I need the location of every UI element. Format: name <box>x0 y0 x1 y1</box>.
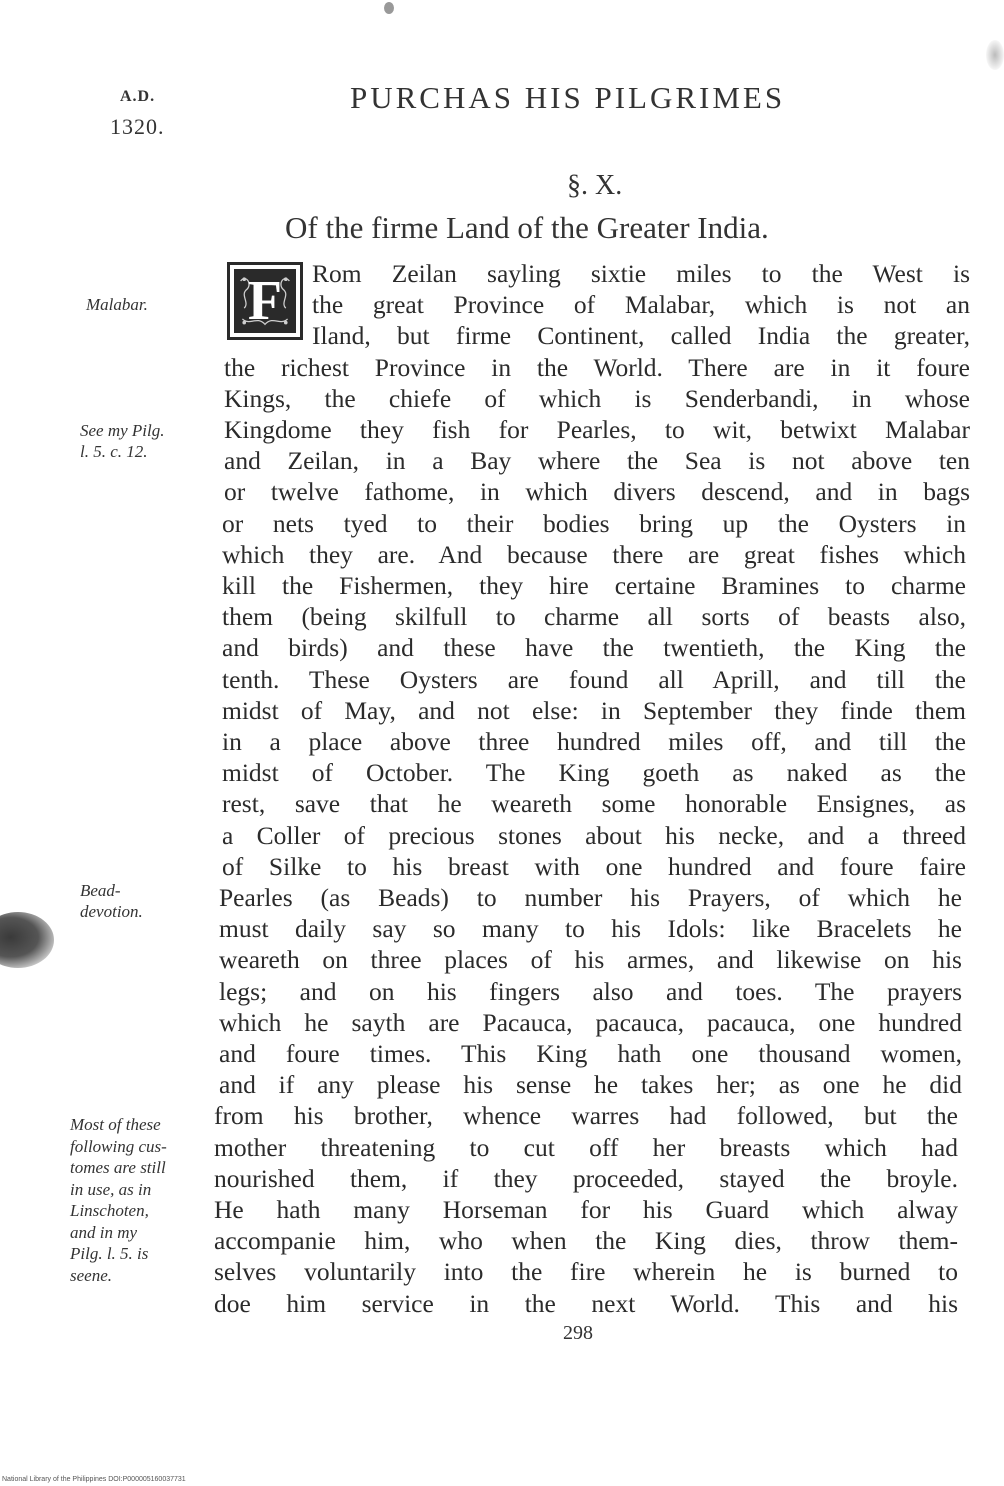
body-line: Pearles (as Beads) to number his Prayers, of which he <box>219 883 962 912</box>
body-line: of Silke to his breast with one hundred and foure faire <box>222 851 966 881</box>
margin-note-line: Linschoten, <box>70 1201 149 1220</box>
drop-cap-panel <box>234 269 296 333</box>
body-line: which he sayth are Pacauca, pacauca, pacauca, one hundred <box>219 1007 962 1037</box>
margin-note-line: Pilg. l. 5. is <box>70 1244 149 1263</box>
margin-note-line: following cus- <box>70 1136 167 1156</box>
margin-note-line: Malabar. <box>86 295 148 314</box>
page-number: 298 <box>563 1322 593 1344</box>
margin-note-pilgrimes-reference <box>80 420 165 462</box>
section-title: Of the firme Land of the Greater India. <box>285 210 769 245</box>
scan-shade <box>986 40 1004 70</box>
body-line: accompanie him, who when the King dies, throw them- <box>214 1226 958 1256</box>
margin-note-line: Most of these <box>70 1115 161 1134</box>
body-line: midst of May, and not else: in September they finde them <box>222 695 966 725</box>
margin-note-line: devotion. <box>80 902 143 921</box>
body-line: them (being skilfull to charme all sorts of beasts also, <box>222 602 966 632</box>
year-value: 1320. <box>110 114 165 139</box>
margin-note-line: See my Pilg. <box>80 421 165 440</box>
body-line: which they are. And because there are great fishes which <box>222 539 966 569</box>
body-line: mother threatening to cut off her breasts which had <box>214 1132 958 1162</box>
drop-cap-letter: F <box>247 270 283 332</box>
body-line: and birds) and these have the twentieth, the King the <box>222 633 966 663</box>
body-line: or nets tyed to their bodies bring up the Oysters in <box>222 508 966 538</box>
body-line: from his brother, whence warres had followed, but the <box>214 1101 958 1131</box>
body-line: selves voluntarily into the fire wherein he is burned to <box>214 1257 958 1287</box>
margin-note-line: Bead- <box>80 881 121 900</box>
body-line: rest, save that he weareth some honorable Ensignes, as <box>222 789 966 819</box>
running-title: PURCHAS HIS PILGRIMES <box>350 80 786 115</box>
margin-note-line: in use, as in <box>70 1179 152 1199</box>
margin-note-malabar <box>86 294 148 315</box>
body-line: tenth. These Oysters are found all Aprill, and till the <box>222 664 966 694</box>
body-line: Iland, but firme Continent, called India the greater, <box>312 321 970 351</box>
body-line: Kings, the chiefe of which is Senderbandi, in whose <box>224 383 970 413</box>
body-line: Kingdome they fish for Pearles, to wit, betwixt Malabar <box>224 415 970 444</box>
margin-note-line: l. 5. c. 12. <box>80 442 148 461</box>
body-line: and foure times. This King hath one thousand women, <box>219 1039 962 1068</box>
scan-speck <box>384 2 394 14</box>
margin-note-line: seene. <box>70 1265 113 1285</box>
body-line: or twelve fathome, in which divers descend, and in bags <box>224 477 970 507</box>
body-line: kill the Fishermen, they hire certaine Bramines to charme <box>222 571 966 600</box>
margin-note-bead-devotion <box>80 880 143 922</box>
body-line: in a place above three hundred miles off, and till the <box>222 727 966 756</box>
body-line: doe him service in the next World. This and his <box>214 1288 958 1318</box>
body-line: legs; and on his fingers also and toes. The prayers <box>219 976 962 1006</box>
body-line: midst of October. The King goeth as naked as the <box>222 758 966 788</box>
body-line: weareth on three places of his armes, and likewise on his <box>219 945 962 975</box>
margin-note-customs <box>70 1114 167 1286</box>
thumb-smudge <box>0 912 54 968</box>
body-line: the richest Province in the World. There are in it foure <box>224 352 970 382</box>
margin-note-line: and in my <box>70 1222 138 1242</box>
body-line: nourished them, if they proceeded, stayed the broyle. <box>214 1163 958 1193</box>
year-label: A.D. <box>120 88 156 105</box>
margin-note-line: tomes are still <box>70 1158 166 1177</box>
section-number: §. X. <box>567 170 623 201</box>
body-line: and if any please his sense he takes her; as one he did <box>219 1070 962 1100</box>
body-line: must daily say so many to his Idols: like Bracelets he <box>219 914 962 944</box>
footer-credit: National Library of the Philippines DOI:P000005160037731 <box>2 1476 186 1483</box>
drop-cap <box>227 262 303 340</box>
body-line: the great Province of Malabar, which is not an <box>312 290 970 320</box>
body-line: Rom Zeilan sayling sixtie miles to the West is <box>312 259 970 288</box>
body-line: He hath many Horseman for his Guard which alway <box>214 1195 958 1224</box>
body-line: a Coller of precious stones about his necke, and a threed <box>222 820 966 850</box>
body-line: and Zeilan, in a Bay where the Sea is not above ten <box>224 446 970 476</box>
